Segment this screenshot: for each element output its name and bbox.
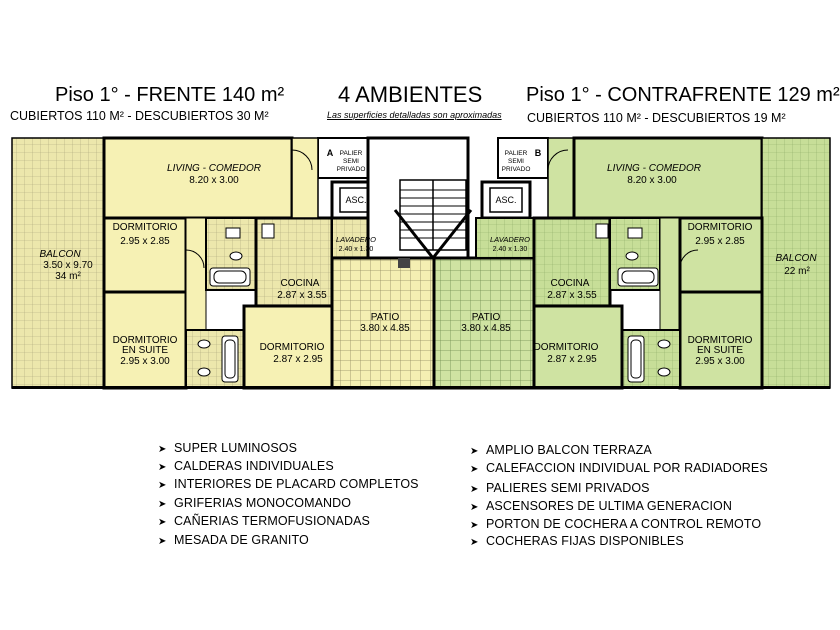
feature-left-5 — [158, 514, 370, 528]
landing-left-l1: PALIER — [339, 150, 363, 157]
bedroom2-left-name: DORMITORIO — [259, 342, 325, 353]
feature-right-4 — [470, 499, 732, 513]
feature-text: INTERIORES DE PLACARD COMPLETOS — [174, 477, 419, 491]
arrow-icon: ➤ — [158, 444, 167, 455]
laundry-right-dims: 2.40 x 1.30 — [492, 246, 528, 253]
arrow-icon: ➤ — [158, 517, 167, 528]
arrow-icon: ➤ — [470, 502, 479, 513]
right-unit-title: Piso 1° - CONTRAFRENTE 129 m² — [526, 84, 840, 106]
bedroom1-left-name: DORMITORIO — [112, 222, 178, 233]
arrow-icon: ➤ — [158, 462, 167, 473]
bedroom2-left-dims: 2.87 x 2.95 — [273, 354, 323, 365]
landing-right-l1: PALIER — [504, 150, 528, 157]
right-unit-surfaces: CUBIERTOS 110 M² - DESCUBIERTOS 19 M² — [527, 111, 786, 125]
feature-right-5 — [470, 517, 761, 531]
feature-right-6 — [470, 534, 684, 548]
left-unit-title: Piso 1° - FRENTE 140 m² — [55, 84, 285, 106]
plan-title: 4 AMBIENTES — [338, 82, 483, 107]
landing-left-letter: A — [326, 148, 334, 158]
feature-text: SUPER LUMINOSOS — [174, 441, 298, 455]
arrow-icon: ➤ — [158, 499, 167, 510]
arrow-icon: ➤ — [470, 537, 479, 548]
landing-right-letter: B — [534, 148, 542, 158]
landing-right-l3: PRIVADO — [501, 166, 531, 173]
floor-plan — [0, 130, 840, 392]
living-left-name: LIVING - COMEDOR — [167, 163, 261, 174]
feature-text: ASCENSORES DE ULTIMA GENERACION — [486, 499, 732, 513]
feature-left-6 — [158, 533, 309, 547]
left-unit-surfaces: CUBIERTOS 110 M² - DESCUBIERTOS 30 M² — [10, 109, 269, 123]
suite-right-name1: DORMITORIO — [687, 335, 753, 346]
balcony-right-name: BALCON — [775, 253, 817, 264]
arrow-icon: ➤ — [470, 484, 479, 495]
building-core — [368, 138, 471, 268]
bedroom1-right-name: DORMITORIO — [687, 222, 753, 233]
patio-left-dims: 3.80 x 4.85 — [360, 323, 410, 334]
living-right-dims: 8.20 x 3.00 — [627, 175, 677, 186]
kitchen-right-name: COCINA — [550, 278, 590, 289]
balcony-left-area: 34 m² — [55, 271, 81, 282]
balcony-left-dims: 3.50 x 9.70 — [43, 260, 93, 271]
feature-left-4 — [158, 496, 351, 510]
suite-right-dims: 2.95 x 3.00 — [695, 356, 745, 367]
arrow-icon: ➤ — [470, 520, 479, 531]
feature-right-3 — [470, 481, 650, 495]
approximate-note: Las superficies detalladas son aproximadas — [327, 110, 502, 120]
kitchen-right-dims: 2.87 x 3.55 — [547, 290, 597, 301]
feature-left-3 — [158, 477, 419, 491]
suite-left-name2: EN SUITE — [121, 345, 169, 356]
suite-left-name1: DORMITORIO — [112, 335, 178, 346]
patio-left-name: PATIO — [370, 312, 400, 323]
elevator-left-label: ASC. — [345, 195, 367, 205]
suite-left-dims: 2.95 x 3.00 — [120, 356, 170, 367]
laundry-left-name: LAVADERO — [335, 235, 377, 244]
feature-text: PORTON DE COCHERA A CONTROL REMOTO — [486, 517, 762, 531]
feature-text: CALEFACCION INDIVIDUAL POR RADIADORES — [486, 461, 768, 475]
arrow-icon: ➤ — [470, 464, 479, 475]
landing-right-l2: SEMI — [508, 158, 524, 165]
feature-text: MESADA DE GRANITO — [174, 533, 309, 547]
bedroom2-right-name: DORMITORIO — [533, 342, 599, 353]
patio-right-dims: 3.80 x 4.85 — [461, 323, 511, 334]
laundry-left-dims: 2.40 x 1.30 — [338, 246, 374, 253]
arrow-icon: ➤ — [470, 446, 479, 457]
kitchen-left-dims: 2.87 x 3.55 — [277, 290, 327, 301]
feature-text: AMPLIO BALCON TERRAZA — [486, 443, 652, 457]
kitchen-left-name: COCINA — [280, 278, 320, 289]
feature-right-1 — [470, 443, 652, 457]
patio-right-name: PATIO — [471, 312, 501, 323]
landing-left-l3: PRIVADO — [336, 166, 366, 173]
arrow-icon: ➤ — [158, 536, 167, 547]
bedroom1-left-dims: 2.95 x 2.85 — [120, 236, 170, 247]
living-right-name: LIVING - COMEDOR — [607, 163, 701, 174]
feature-text: GRIFERIAS MONOCOMANDO — [174, 496, 352, 510]
feature-left-2 — [158, 459, 334, 473]
elevator-right-label: ASC. — [495, 195, 517, 205]
suite-right-name2: EN SUITE — [696, 345, 744, 356]
laundry-right-name: LAVADERO — [489, 235, 531, 244]
balcony-left-name: BALCON — [39, 249, 81, 260]
feature-text: CALDERAS INDIVIDUALES — [174, 459, 334, 473]
feature-text: COCHERAS FIJAS DISPONIBLES — [486, 534, 684, 548]
bedroom1-right-dims: 2.95 x 2.85 — [695, 236, 745, 247]
feature-right-2 — [470, 461, 768, 475]
arrow-icon: ➤ — [158, 480, 167, 491]
bedroom2-right-dims: 2.87 x 2.95 — [547, 354, 597, 365]
feature-text: PALIERES SEMI PRIVADOS — [486, 481, 650, 495]
balcony-right-area: 22 m² — [784, 266, 810, 277]
feature-text: CAÑERIAS TERMOFUSIONADAS — [174, 514, 370, 528]
living-left-dims: 8.20 x 3.00 — [189, 175, 239, 186]
feature-left-1 — [158, 441, 297, 455]
landing-left-l2: SEMI — [343, 158, 359, 165]
